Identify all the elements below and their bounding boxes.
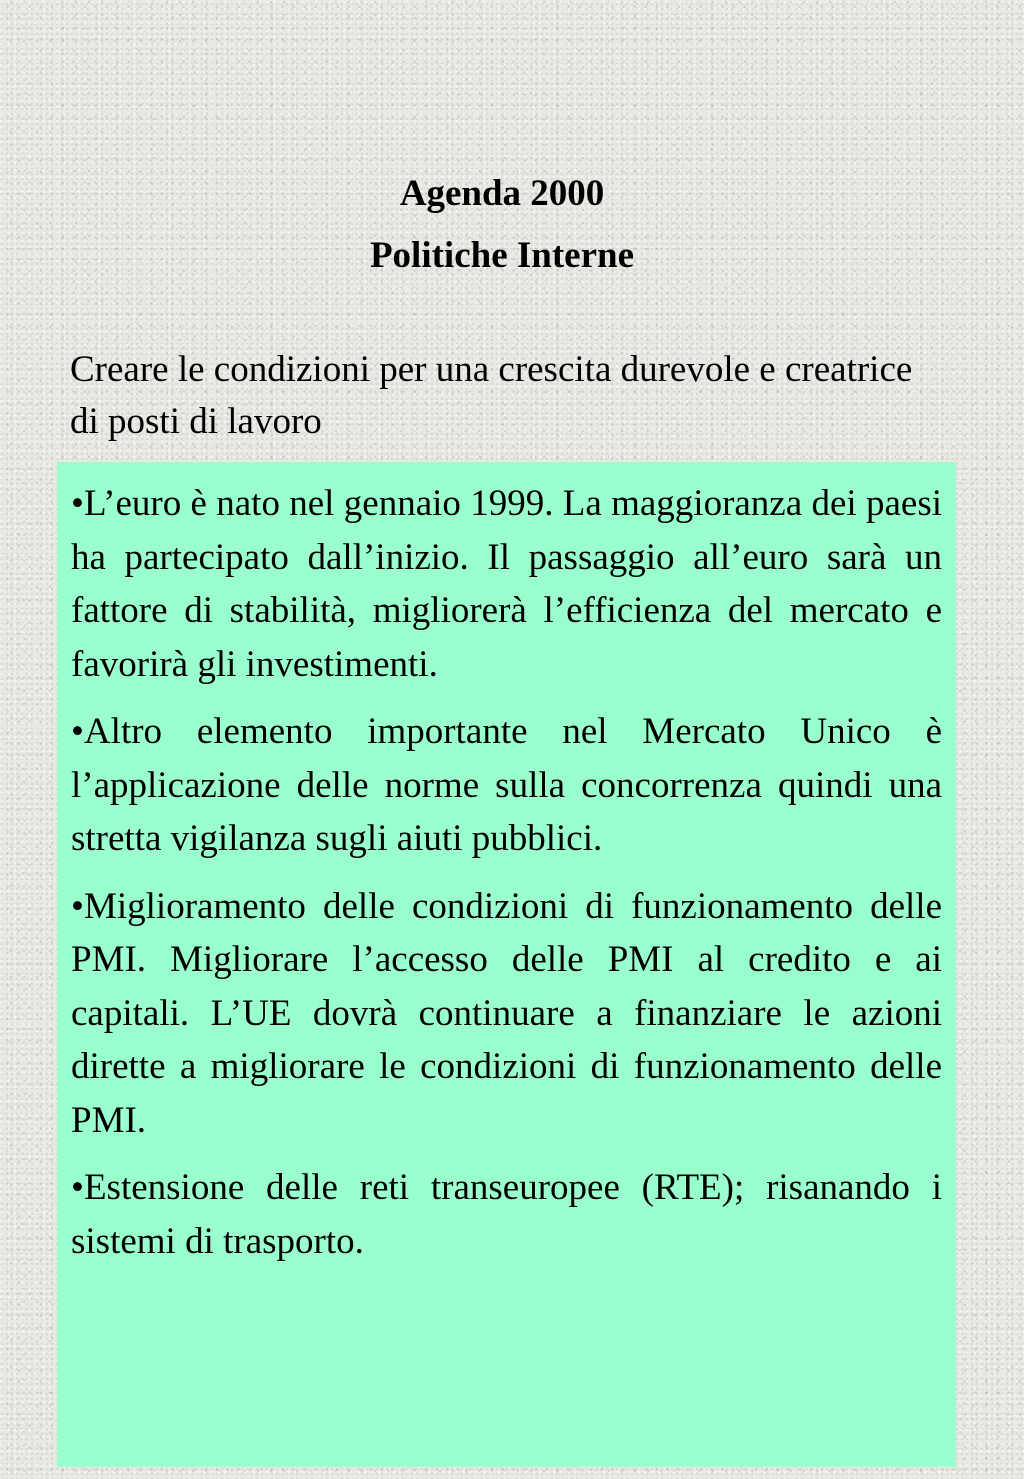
- intro-text: Creare le condizioni per una crescita durevole e creatrice di posti di lavoro: [70, 349, 913, 442]
- bullet-pmi: •Miglioramento delle condizioni di funzionamento delle PMI. Migliorare l’accesso delle PMI al credito e ai capitali. L’UE dovrà continuare a finanziare le azioni dirette a migliorare le condizioni di funzionamento delle PMI.: [71, 885, 942, 1141]
- slide-title: Agenda 2000: [399, 173, 605, 214]
- bullet-competition: •Altro elemento importante nel Mercato Unico è l’applicazione delle norme sulla concorrenza quindi una stretta vigilanza sugli aiuti pubblici.: [71, 711, 942, 859]
- content-box: [57, 462, 956, 1467]
- bullet-rte: •Estensione delle reti transeuropee (RTE); risanando i sistemi di trasporto.: [71, 1167, 942, 1262]
- slide-subtitle: Politiche Interne: [369, 235, 635, 276]
- bullet-euro: •L’euro è nato nel gennaio 1999. La maggioranza dei paesi ha partecipato dall’inizio. Il passaggio all’euro sarà un fattore di stabilità, migliorerà l’efficienza del mercato e favorirà gli investimenti.: [71, 483, 942, 685]
